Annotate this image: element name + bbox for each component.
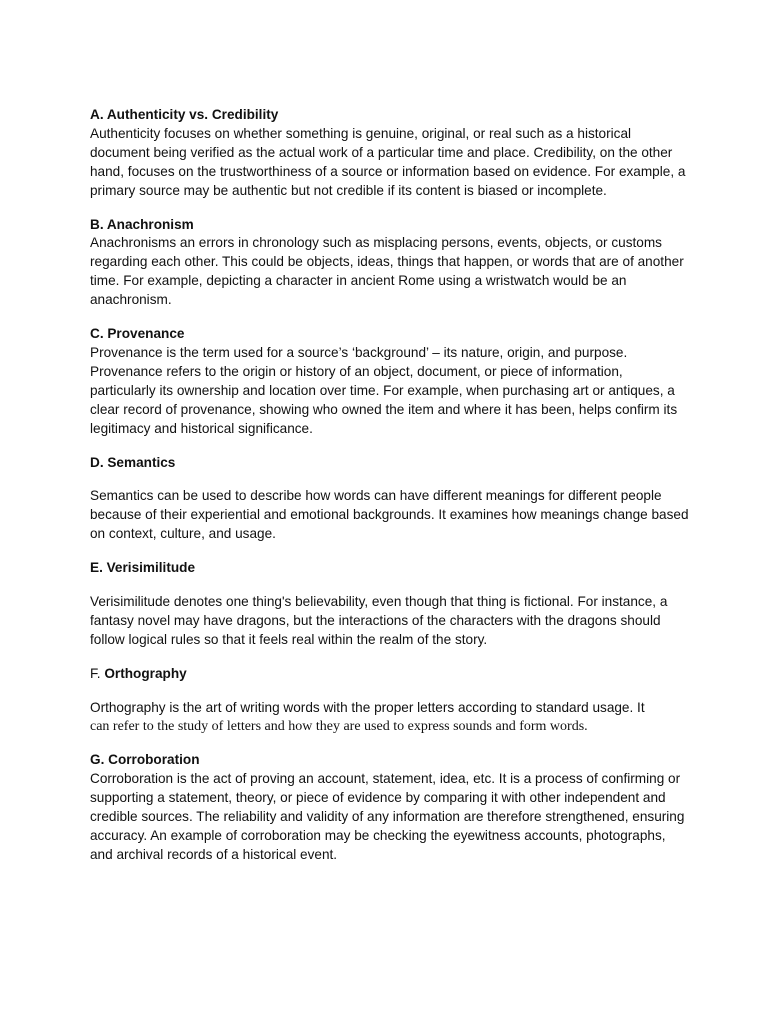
document-page <box>90 106 690 865</box>
section-heading: D. Semantics <box>90 454 176 470</box>
section-heading: E. Verisimilitude <box>90 560 196 576</box>
section-orthography <box>90 665 690 737</box>
section-corroboration <box>90 751 690 864</box>
section-anachronism <box>90 216 690 311</box>
paragraph-gap <box>90 684 690 699</box>
section-body: Authenticity focuses on whether something is genuine, original, or real such as a historical document being verified as the actual work of a particular time and place. Credibility, on the other hand, focuses on the trustworthiness of a source or information based on evidence. For example, a primary source may be authentic but not credible if its content is biased or incomplete. <box>90 125 686 198</box>
section-body: Semantics can be used to describe how words can have different meanings for different people because of their experiential and emotional backgrounds. It examines how meanings change based on context, culture, and usage. <box>90 488 689 542</box>
section-semantics <box>90 454 690 545</box>
paragraph-gap <box>90 472 690 487</box>
section-heading-title: Orthography <box>104 665 187 681</box>
section-heading <box>90 665 690 684</box>
section-body: Verisimilitude denotes one thing's believability, even though that thing is fictional. For instance, a fantasy novel may have dragons, but the interactions of the characters with the dragons should follow logical rules so that it feels real within the realm of the story. <box>90 594 668 647</box>
section-authenticity <box>90 106 690 201</box>
section-heading: C. Provenance <box>90 326 185 342</box>
section-body: Provenance is the term used for a source’s ‘background’ – its nature, origin, and purpose. Provenance refers to the origin or history of an object, document, or piece of information, particularly its ownership and location over time. For example, when purchasing art or antiques, a clear record of provenance, showing who owned the item and where it has been, helps confirm its legitimacy and historical significance. <box>90 344 678 436</box>
section-body-line: can refer to the study of letters and how they are used to express sounds and form words. <box>90 718 588 734</box>
section-heading: G. Corroboration <box>90 752 200 768</box>
section-heading: B. Anachronism <box>90 216 194 232</box>
section-provenance <box>90 325 690 438</box>
section-body: Anachronisms an errors in chronology such as misplacing persons, events, objects, or customs regarding each other. This could be objects, ideas, things that happen, or words that are of another time. For example, depicting a character in ancient Rome using a wristwatch would be an anachronism. <box>90 235 684 308</box>
paragraph-gap <box>90 578 690 593</box>
section-heading: A. Authenticity vs. Credibility <box>90 107 279 122</box>
section-body-line: Orthography is the art of writing words with the proper letters according to standard usage. It <box>90 699 645 715</box>
section-verisimilitude <box>90 559 690 650</box>
section-body: Corroboration is the act of proving an account, statement, idea, etc. It is a process of confirming or supporting a statement, theory, or piece of evidence by comparing it with other independent and credible sources. The reliability and validity of any information are therefore strengthened, ensuring accuracy. An example of corroboration may be checking the eyewitness accounts, photographs, and archival records of a historical event. <box>90 771 685 862</box>
section-heading-prefix: F. <box>90 665 101 681</box>
